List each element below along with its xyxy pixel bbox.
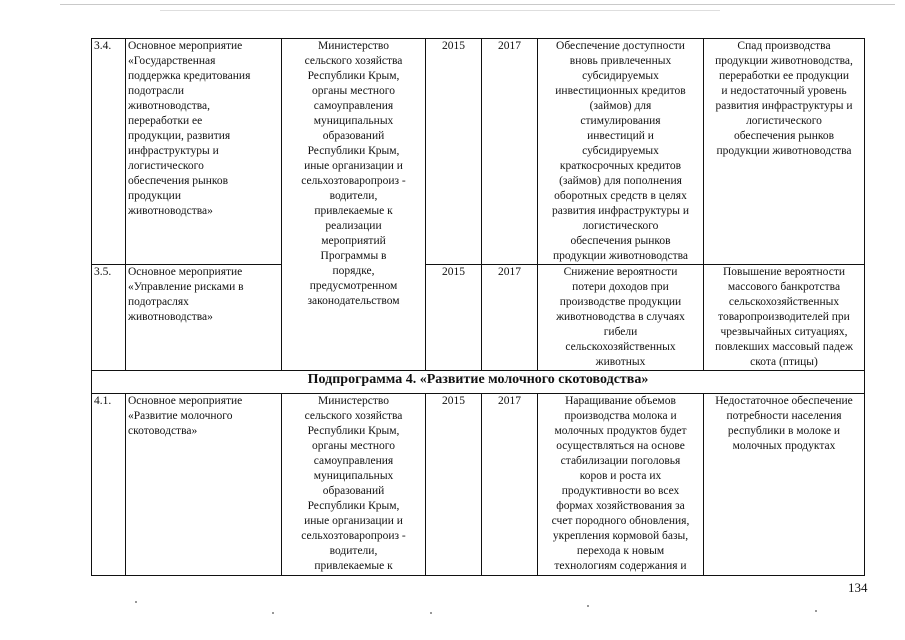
row-number: 3.4. — [92, 39, 126, 265]
scan-speck — [272, 612, 274, 614]
end-year: 2017 — [482, 394, 538, 576]
row-number: 4.1. — [92, 394, 126, 576]
subprogram-heading: Подпрограмма 4. «Развитие молочного скотоводства» — [92, 371, 865, 394]
activity-name: Основное мероприятие «Государственная поддержка кредитования подотрасли животноводства, переработки ее продукции, развития инфраструктуры и логистического обеспечения рынков продукции животноводства» — [126, 39, 282, 265]
end-year: 2017 — [482, 265, 538, 371]
activity-name: Основное мероприятие «Развитие молочного скотоводства» — [126, 394, 282, 576]
table-row — [92, 371, 865, 394]
expected-result: Снижение вероятности потери доходов при производстве продукции животноводства в случаях гибели сельскохозяйственных животных — [538, 265, 704, 371]
table-row — [92, 39, 865, 265]
scan-speck — [430, 612, 432, 614]
consequence-of-non-implementation: Повышение вероятности массового банкротства сельскохозяйственных товаропроизводителей при чрезвычайных ситуациях, повлекших массовый падеж скота (птицы) — [704, 265, 865, 371]
scan-speck — [587, 605, 589, 607]
table-row — [92, 265, 865, 371]
expected-result: Обеспечение доступности вновь привлеченных субсидируемых инвестиционных кредитов (займов) для стимулирования инвестиций и субсидируемых краткосрочных кредитов (займов) для пополнения оборотных средств в целях развития инфраструктуры и логистического обеспечения рынков продукции животноводства — [538, 39, 704, 265]
program-activities-table — [91, 38, 865, 576]
expected-result: Наращивание объемов производства молока и молочных продуктов будет осуществляться на основе стабилизации поголовья коров и роста их продуктивности во всех формах хозяйствования за счет породного обновления, укрепления кормовой базы, перехода к новым технологиям содержания и — [538, 394, 704, 576]
scan-edge-line — [160, 10, 720, 11]
start-year: 2015 — [426, 394, 482, 576]
table-row — [92, 394, 865, 576]
row-number: 3.5. — [92, 265, 126, 371]
scan-speck — [815, 610, 817, 612]
executor-cell: Министерство сельского хозяйства Республики Крым, органы местного самоуправления муниципальных образований Республики Крым, иные организации и сельхозтоваропроиз - водители, привлекаемые к реализации мероприятий Программы в порядке, предусмотренном законодательством — [282, 39, 426, 371]
activity-name: Основное мероприятие «Управление рисками в подотраслях животноводства» — [126, 265, 282, 371]
start-year: 2015 — [426, 39, 482, 265]
end-year: 2017 — [482, 39, 538, 265]
executor-cell: Министерство сельского хозяйства Республики Крым, органы местного самоуправления муниципальных образований Республики Крым, иные организации и сельхозтоваропроиз - водители, привлекаемые к — [282, 394, 426, 576]
start-year: 2015 — [426, 265, 482, 371]
scan-speck — [135, 601, 137, 603]
scan-edge-line — [60, 4, 895, 5]
consequence-of-non-implementation: Спад производства продукции животноводства, переработки ее продукции и недостаточный уровень развития инфраструктуры и логистического обеспечения рынков продукции животноводства — [704, 39, 865, 265]
consequence-of-non-implementation: Недостаточное обеспечение потребности населения республики в молоке и молочных продуктах — [704, 394, 865, 576]
page-number: 134 — [848, 580, 868, 595]
